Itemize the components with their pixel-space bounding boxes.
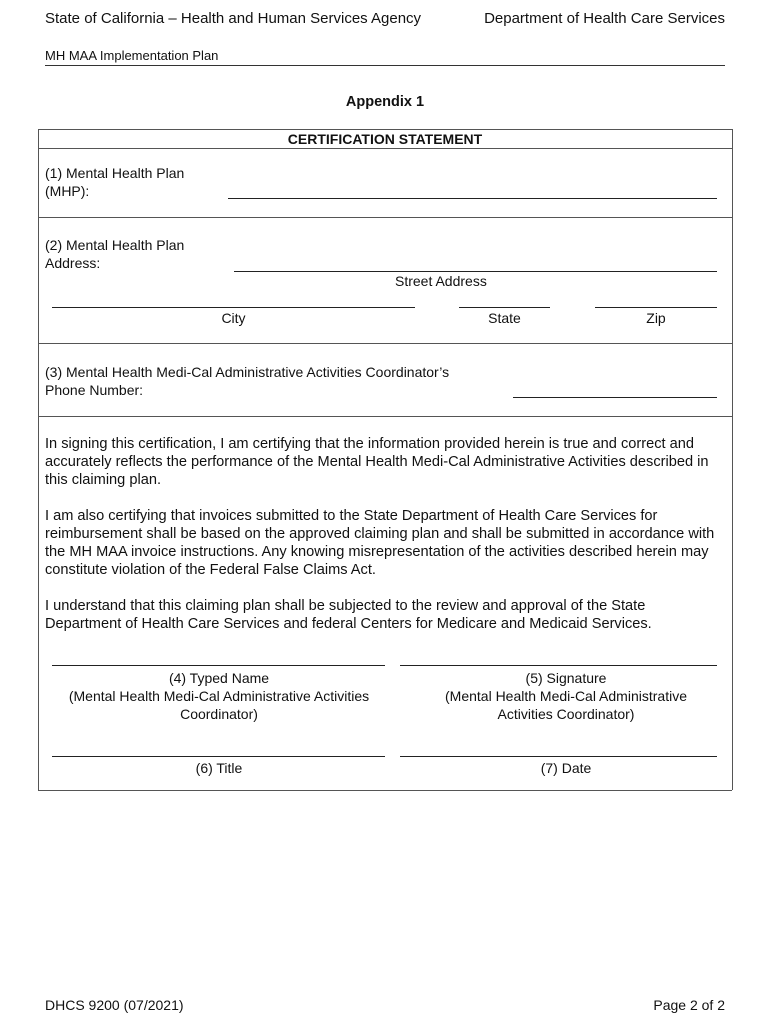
zip-field[interactable] (595, 290, 717, 308)
form-number: DHCS 9200 (07/2021) (45, 997, 184, 1013)
address-label: (2) Mental Health Plan Address: (45, 237, 185, 271)
zip-caption: Zip (646, 310, 666, 326)
title-row-border (38, 148, 732, 149)
row-1-border (38, 217, 732, 218)
signature-caption: (5) Signature (Mental Health Medi-Cal Administrative Activities Coordinator) (445, 670, 687, 722)
table-title: CERTIFICATION STATEMENT (287, 131, 483, 147)
phone-label: (3) Mental Health Medi-Cal Administrative Activities Coordinator’s Phone Number: (45, 364, 450, 398)
statement-paragraph-3: I understand that this claiming plan shall be subjected to the review and approval of the State Department of Health Care Services and federal Centers for Medicare and Medicaid Services. (45, 598, 652, 632)
header-rule (45, 65, 725, 66)
page-number: Page 2 of 2 (653, 997, 725, 1013)
title-line[interactable] (52, 756, 385, 757)
typed-name-caption: (4) Typed Name (Mental Health Medi-Cal Administrative Activities Coordinator) (68, 670, 370, 722)
street-address-caption: Street Address (395, 273, 487, 289)
state-field[interactable] (459, 290, 550, 308)
street-address-field[interactable] (234, 254, 717, 272)
statement-paragraph-1: In signing this certification, I am certifying that the information provided herein is true and correct and accurately reflects the performance of the Mental Health Medi-Cal Administrative Activities described in this claiming plan. (45, 436, 709, 488)
date-caption: (7) Date (540, 760, 592, 776)
table-bottom-border (38, 790, 732, 791)
phone-field[interactable] (513, 380, 717, 398)
table-top-border (38, 129, 732, 130)
signature-line[interactable] (400, 665, 717, 666)
appendix-title: Appendix 1 (345, 94, 425, 110)
typed-name-line[interactable] (52, 665, 385, 666)
statement-paragraph-2: I am also certifying that invoices submitted to the State Department of Health Care Services for reimbursement shall be based on the approved claiming plan and shall be submitted in accordance with the MH MAA invoice instructions. Any knowing misrepresentation of the activities described herein may constitute violation of the Federal False Claims Act. (45, 508, 715, 578)
date-line[interactable] (400, 756, 717, 757)
city-field[interactable] (52, 290, 415, 308)
row-2-border (38, 343, 732, 344)
mhp-field[interactable] (228, 181, 717, 199)
agency-name: State of California – Health and Human Services Agency (45, 10, 422, 27)
department-name: Department of Health Care Services (484, 10, 725, 27)
mhp-label: (1) Mental Health Plan (MHP): (45, 165, 185, 199)
state-caption: State (488, 310, 521, 326)
table-right-border (732, 129, 733, 790)
title-caption: (6) Title (195, 760, 243, 776)
city-caption: City (221, 310, 246, 326)
row-3-border (38, 416, 732, 417)
document-subtitle: MH MAA Implementation Plan (45, 48, 219, 63)
